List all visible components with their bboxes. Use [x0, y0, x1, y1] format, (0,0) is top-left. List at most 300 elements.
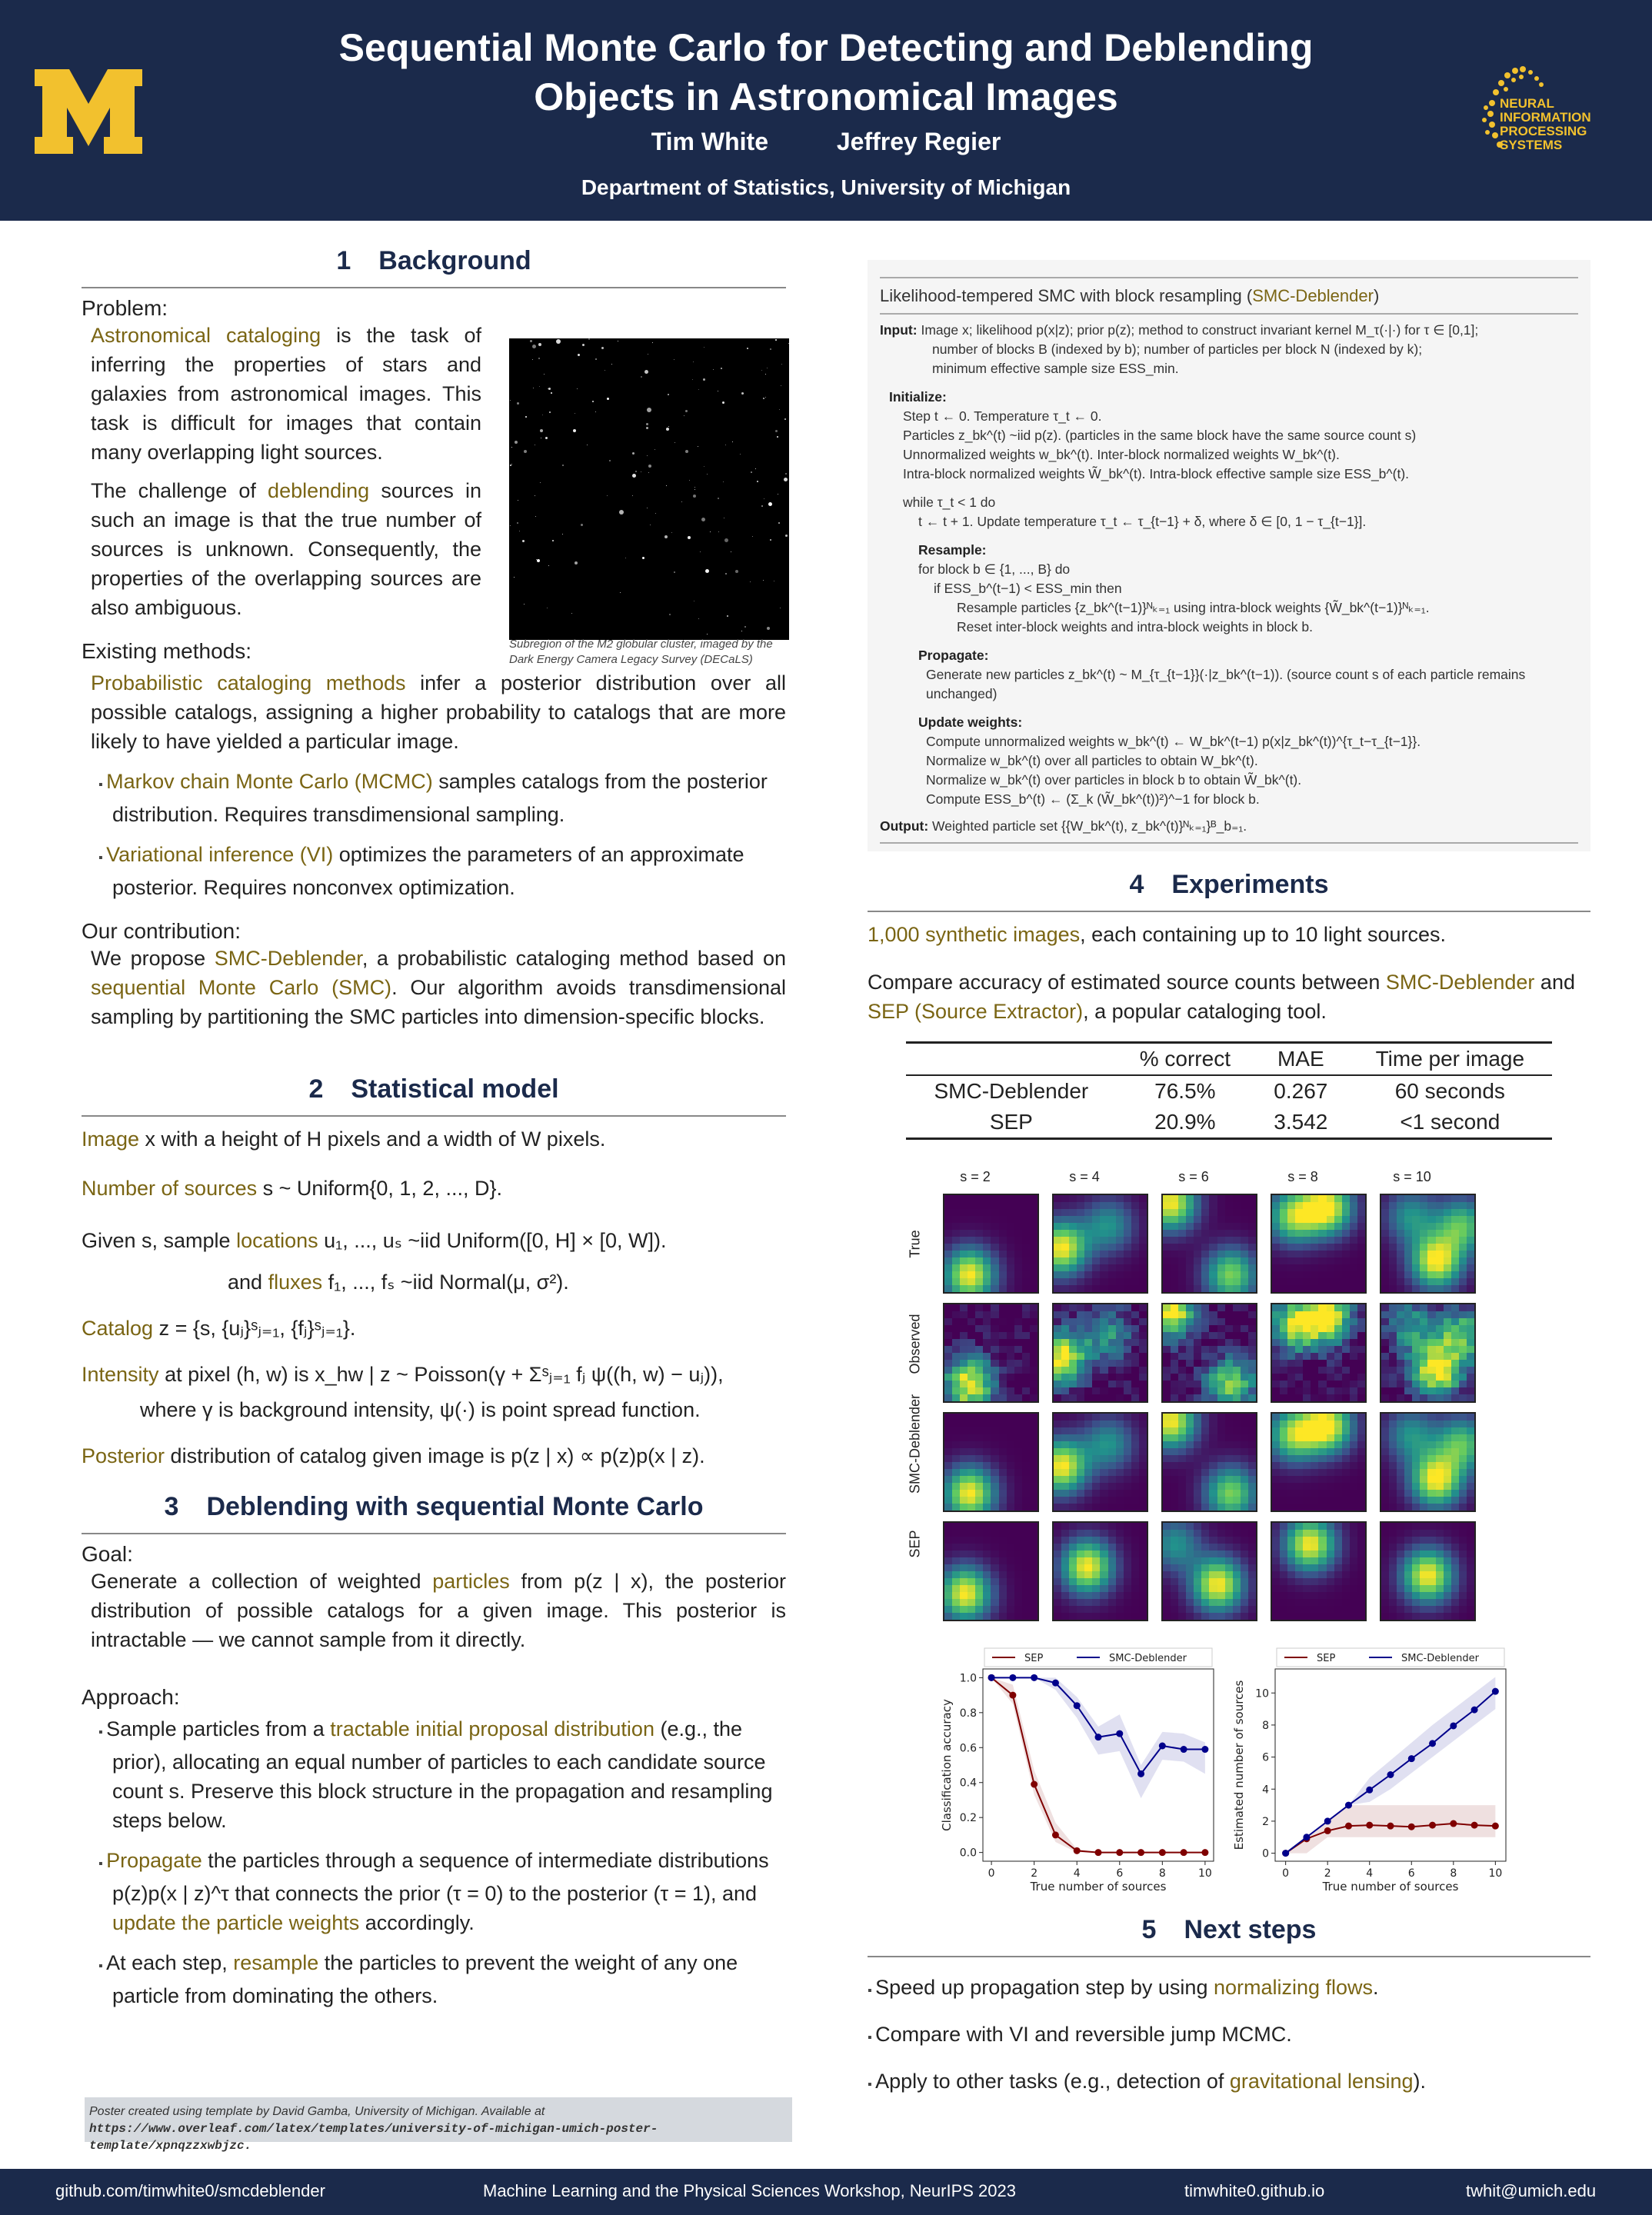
- highlight-term: tractable initial proposal distribution: [330, 1717, 654, 1740]
- star: [588, 338, 590, 340]
- data-point: [1116, 1849, 1123, 1856]
- list-item: [82, 1714, 786, 1835]
- y-tick-label: 4: [1262, 1784, 1269, 1797]
- star: [532, 345, 536, 348]
- star: [646, 427, 648, 429]
- star: [725, 573, 727, 575]
- y-tick-label: 1.0: [959, 1672, 977, 1685]
- star: [669, 614, 671, 615]
- table-cell: SMC-Deblender: [934, 1079, 1089, 1103]
- section-statistical-model: [82, 1074, 786, 1471]
- highlight-term: update the particle weights: [112, 1911, 360, 1934]
- x-tick-label: 0: [1282, 1867, 1290, 1880]
- text: sources in such an image is that the true number of sources is unknown. Consequently, the properties of the overlapping sources are also ambiguous.: [91, 479, 482, 619]
- star: [681, 501, 682, 502]
- y-axis-label: Classification accuracy: [940, 1699, 954, 1831]
- star: [632, 495, 633, 496]
- neurips-logo-line: PROCESSING: [1500, 124, 1587, 138]
- data-point: [1429, 1822, 1436, 1829]
- x-tick-label: 10: [1488, 1867, 1503, 1880]
- algo-label: Initialize:: [889, 389, 947, 405]
- text: Likelihood-tempered SMC with block resampling (: [880, 286, 1253, 305]
- algo-line: Generate new particles z_bk^(t) ~ M_{τ_{t−1}}(·|z_bk^(t−1)). (source count s of each particle remains unchanged): [926, 667, 1526, 701]
- text: the particles to prevent the weight of any one particle from dominating the others.: [112, 1951, 738, 2007]
- star: [652, 342, 653, 343]
- data-point: [1387, 1823, 1394, 1830]
- section-number: 2: [308, 1074, 324, 1104]
- star: [707, 474, 708, 475]
- legend-label: SEP: [1024, 1653, 1044, 1664]
- heatmap-panel: [1161, 1412, 1257, 1512]
- model-line: [82, 1314, 786, 1343]
- star: [668, 426, 669, 427]
- data-point: [1181, 1849, 1187, 1856]
- highlight-term: sequential Monte Carlo (SMC): [91, 976, 392, 999]
- algo-line: Compute ESS_b^(t) ← (Σ_k (W̃_bk^(t))²)^−1 for block b.: [926, 791, 1260, 807]
- highlight-term: resample: [233, 1951, 319, 1974]
- star: [707, 634, 708, 635]
- star: [724, 538, 728, 542]
- star: [770, 348, 771, 350]
- heatmap-col-label: s = 10: [1393, 1169, 1431, 1184]
- text: accordingly.: [359, 1911, 475, 1934]
- text: optimizes the parameters of an approximate posterior. Requires nonconvex optimization.: [112, 843, 744, 899]
- star: [540, 429, 543, 432]
- list-item: [82, 840, 786, 902]
- text: , each containing up to 10 light sources.: [1080, 923, 1446, 946]
- data-point: [1074, 1847, 1081, 1854]
- star: [551, 392, 552, 394]
- text: Generate a collection of weighted: [91, 1570, 433, 1593]
- section-heading: [82, 1492, 786, 1534]
- poster-title: [0, 23, 1652, 122]
- star: [722, 401, 724, 404]
- highlight-term: 1,000 synthetic images: [868, 923, 1081, 946]
- data-point: [1471, 1822, 1478, 1829]
- star: [511, 464, 512, 465]
- heatmap-panel: [943, 1412, 1039, 1512]
- star: [517, 522, 518, 524]
- m2-globular-cluster-image: [509, 338, 789, 640]
- data-point: [1450, 1820, 1457, 1827]
- highlight-term: deblending: [268, 479, 370, 502]
- star: [535, 516, 536, 517]
- algorithm-title: [880, 277, 1578, 315]
- data-point: [1095, 1734, 1102, 1740]
- star: [694, 487, 695, 488]
- y-tick-label: 0: [1262, 1847, 1269, 1860]
- heatmap-panel: [1271, 1303, 1367, 1403]
- section-background: [82, 246, 786, 1031]
- algo-line: Reset inter-block weights and intra-block weights in block b.: [957, 619, 1313, 635]
- algo-line: if ESS_b^(t−1) < ESS_min then: [934, 581, 1122, 596]
- star: [510, 400, 511, 401]
- star: [644, 370, 648, 374]
- star: [765, 374, 766, 375]
- heatmap-col-label: s = 6: [1178, 1169, 1209, 1184]
- section-title: Experiments: [1171, 870, 1329, 899]
- star: [778, 522, 780, 524]
- section-number: 1: [336, 246, 351, 275]
- star: [582, 344, 585, 346]
- legend-label: SEP: [1317, 1653, 1336, 1664]
- star: [511, 447, 512, 448]
- star: [647, 408, 651, 412]
- algo-line: Compute unnormalized weights w_bk^(t) ← W_bk^(t−1) p(x|z_bk^(t))^{τ_t−τ_{t−1}}.: [926, 734, 1421, 749]
- heatmap-panel: [1052, 1412, 1148, 1512]
- highlight-term: Catalog: [82, 1317, 154, 1340]
- star: [666, 485, 667, 486]
- text: ): [1373, 286, 1380, 305]
- section-title: Statistical model: [351, 1074, 559, 1104]
- subheading-existing-methods: Existing methods:: [82, 639, 251, 663]
- y-tick-label: 8: [1262, 1719, 1269, 1732]
- data-point: [1408, 1755, 1415, 1762]
- github-link[interactable]: github.com/timwhite0/smcdeblender: [55, 2181, 325, 2200]
- algo-line: Normalize w_bk^(t) over all particles to obtain W_bk^(t).: [926, 753, 1258, 768]
- x-tick-label: 10: [1197, 1867, 1212, 1880]
- data-point: [1450, 1722, 1457, 1729]
- star: [701, 518, 705, 521]
- y-tick-label: 2: [1262, 1815, 1269, 1828]
- algo-line: minimum effective sample size ESS_min.: [932, 361, 1179, 376]
- star: [647, 455, 648, 456]
- list-item: [82, 767, 786, 829]
- star: [750, 581, 751, 582]
- data-point: [1052, 1680, 1059, 1687]
- table-cell: 60 seconds: [1394, 1079, 1505, 1103]
- text: infer a posterior distribution over all possible catalogs, assigning a higher probability to catalogs that are more likely to have yielded a particular image.: [91, 671, 787, 753]
- text: s ~ Uniform{0, 1, 2, ..., D}.: [257, 1177, 502, 1200]
- heatmap-panel: [1052, 1194, 1148, 1294]
- star: [785, 473, 787, 475]
- heatmap-col-label: s = 2: [960, 1169, 991, 1184]
- star: [632, 474, 636, 478]
- star: [577, 388, 578, 389]
- y-tick-label: 10: [1255, 1687, 1269, 1700]
- line-plots: [868, 1638, 1590, 1900]
- star: [735, 570, 738, 573]
- star: [581, 524, 583, 526]
- data-point: [1366, 1787, 1373, 1794]
- algo-input: [880, 321, 1578, 340]
- data-point: [1492, 1823, 1499, 1830]
- heatmap-panel: [1380, 1412, 1476, 1512]
- star: [668, 394, 669, 395]
- workshop-name: Machine Learning and the Physical Sciences Workshop, NeurIPS 2023: [483, 2181, 1016, 2200]
- section-deblending-smc: [82, 1492, 786, 2010]
- star: [775, 339, 777, 341]
- star: [611, 364, 612, 365]
- highlight-term: SEP (Source Extractor): [868, 1000, 1084, 1023]
- star: [642, 557, 644, 559]
- table-cell: 76.5%: [1154, 1079, 1216, 1103]
- star: [514, 577, 515, 578]
- star: [510, 465, 511, 466]
- list-item: [82, 1948, 786, 2010]
- star: [530, 340, 532, 342]
- highlight-term: locations: [236, 1229, 318, 1252]
- star: [573, 429, 576, 432]
- star: [710, 531, 711, 532]
- star: [664, 535, 668, 538]
- x-axis-label: True number of sources: [1322, 1880, 1459, 1894]
- heatmap-panel: [1380, 1303, 1476, 1403]
- highlight-term: Variational inference (VI): [106, 843, 334, 866]
- author-2: Jeffrey Regier: [836, 128, 1001, 155]
- text: and: [228, 1271, 268, 1294]
- star: [698, 389, 699, 390]
- star: [532, 359, 533, 360]
- star: [721, 368, 722, 369]
- experiments-line-2: [868, 968, 1590, 1026]
- star: [761, 505, 763, 507]
- table-row: [906, 1107, 1552, 1139]
- subheading-problem: Problem:: [82, 296, 168, 320]
- y-tick-label: 0.0: [959, 1847, 977, 1860]
- list-item: [868, 1973, 1590, 2006]
- data-point: [1324, 1817, 1331, 1824]
- neurips-logo-line: SYSTEMS: [1500, 138, 1563, 152]
- data-point: [1303, 1834, 1310, 1840]
- star: [525, 416, 527, 418]
- star: [784, 478, 788, 481]
- data-point: [1052, 1831, 1059, 1838]
- heatmap-panel: [943, 1521, 1039, 1621]
- text: is the task of inferring the properties of stars and galaxies from astronomical images. This task is difficult for images that contain many overlapping light sources.: [91, 324, 481, 464]
- y-tick-label: 0.4: [959, 1777, 977, 1790]
- star: [727, 615, 728, 617]
- algo-line: Intra-block normalized weights W̃_bk^(t). Intra-block effective sample size ESS_b^(t).: [903, 466, 1410, 481]
- algo-label: Update weights:: [918, 714, 1023, 730]
- section-number: 4: [1129, 870, 1144, 899]
- data-point: [988, 1674, 995, 1681]
- star: [524, 450, 527, 453]
- star: [784, 418, 786, 420]
- star: [693, 495, 696, 498]
- star: [655, 513, 656, 514]
- star: [781, 364, 782, 365]
- table-header: MAE: [1277, 1047, 1324, 1071]
- star: [765, 397, 766, 398]
- heatmap-panel: [943, 1194, 1039, 1294]
- text: and: [1534, 971, 1575, 994]
- experiments-line-1: [868, 920, 1590, 949]
- algorithm-box: [868, 260, 1590, 851]
- model-line: [82, 1267, 786, 1297]
- subheading-approach: Approach:: [82, 1685, 180, 1709]
- algo-label: Input:: [880, 322, 918, 338]
- y-tick-label: 0.2: [959, 1812, 977, 1825]
- model-line: [82, 1441, 786, 1471]
- highlight-term: SMC-Deblender: [1385, 971, 1535, 994]
- star: [785, 535, 788, 537]
- text: At each step,: [106, 1951, 234, 1974]
- star: [703, 378, 705, 381]
- series-line: [991, 1677, 1205, 1852]
- algo-label: Output:: [880, 818, 929, 834]
- star: [688, 536, 691, 539]
- star: [549, 411, 551, 413]
- table-row: [906, 1075, 1552, 1107]
- star: [544, 374, 545, 375]
- section-next-steps: [868, 1915, 1590, 2100]
- affiliation: Department of Statistics, University of Michigan: [581, 175, 1071, 199]
- algo-line: t ← t + 1. Update temperature τ_t ← τ_{t−1} + δ, where δ ∈ [0, 1 − τ_{t−1}].: [918, 514, 1367, 529]
- data-point: [1429, 1740, 1436, 1747]
- heatmap-row-label: True: [907, 1230, 923, 1258]
- star: [671, 532, 672, 533]
- data-point: [1009, 1692, 1016, 1699]
- heatmap-panel: [1380, 1194, 1476, 1294]
- text: Compare with VI and reversible jump MCMC.: [875, 2023, 1292, 2046]
- x-tick-label: 2: [1031, 1867, 1038, 1880]
- highlight-term: gravitational lensing: [1229, 2070, 1414, 2093]
- star: [700, 551, 701, 552]
- star: [540, 482, 541, 483]
- heatmap-col-label: s = 8: [1287, 1169, 1318, 1184]
- email-link[interactable]: twhit@umich.edu: [1466, 2181, 1597, 2200]
- star: [607, 398, 609, 400]
- problem-paragraph-1: [82, 321, 481, 467]
- star: [685, 450, 688, 453]
- star: [510, 525, 511, 526]
- text: from p(z | x), the posterior distribution of possible catalogs for a given image. This posterior is intractable — we cannot sample from it directly.: [91, 1570, 786, 1651]
- star: [537, 559, 540, 562]
- highlight-term: particles: [432, 1570, 510, 1593]
- title-line-2: Objects in Astronomical Images: [534, 75, 1118, 118]
- highlight-term: Posterior: [82, 1444, 165, 1467]
- section-title: Deblending with sequential Monte Carlo: [206, 1492, 704, 1521]
- table-header: Time per image: [1375, 1047, 1525, 1071]
- data-point: [1492, 1688, 1499, 1695]
- algo-line: Unnormalized weights w_bk^(t). Inter-block normalized weights W_bk^(t).: [903, 447, 1340, 462]
- model-line: [82, 1174, 786, 1203]
- section-heading: [82, 246, 786, 288]
- star: [788, 343, 789, 344]
- algo-line: while τ_t < 1 do: [903, 495, 996, 510]
- highlight-term: Propagate: [106, 1849, 202, 1872]
- star: [548, 565, 549, 566]
- website-link[interactable]: timwhite0.github.io: [1184, 2181, 1325, 2200]
- algo-line: Weighted particle set {{W_bk^(t), z_bk^(t)}ᴺₖ₌₁}ᴮ_b₌₁.: [932, 818, 1247, 834]
- star: [595, 358, 597, 360]
- star: [761, 370, 762, 371]
- text: the particles through a sequence of intermediate distributions p(z)p(x | z)^τ that connects the prior (τ = 0) to the posterior (τ = 1), and: [112, 1849, 769, 1905]
- star: [692, 379, 693, 380]
- data-point: [1201, 1849, 1208, 1856]
- highlight-term: SMC-Deblender: [214, 947, 362, 970]
- table-cell: 3.542: [1274, 1110, 1328, 1134]
- heatmap-row-label: Observed: [907, 1314, 923, 1374]
- poster-header: [0, 0, 1652, 221]
- star: [689, 480, 690, 481]
- star: [538, 358, 540, 359]
- y-tick-label: 0.8: [959, 1707, 977, 1720]
- star: [698, 618, 699, 619]
- heatmap-grid: [868, 1163, 1590, 1632]
- y-axis-label: Estimated number of sources: [1232, 1680, 1246, 1850]
- text: x with a height of H pixels and a width of W pixels.: [139, 1127, 606, 1151]
- star: [641, 376, 642, 378]
- template-link[interactable]: https://www.overleaf.com/latex/templates/university-of-michigan-umich-poster-template/xpnqzzxwbjzc.: [89, 2122, 658, 2153]
- text: .: [1373, 1976, 1379, 1999]
- x-tick-label: 8: [1450, 1867, 1457, 1880]
- text: Compare accuracy of estimated source counts between: [868, 971, 1386, 994]
- star: [654, 449, 655, 450]
- star: [545, 437, 548, 439]
- star: [524, 604, 525, 605]
- text: , a popular cataloging tool.: [1083, 1000, 1327, 1023]
- x-tick-label: 6: [1116, 1867, 1124, 1880]
- heatmap-panel: [1271, 1194, 1367, 1294]
- star: [732, 441, 733, 442]
- text: (e.g., the prior), allocating an equal number of particles to each candidate source count s. Preserve this block structure in the propagation and resampling steps below.: [112, 1717, 773, 1832]
- y-tick-label: 6: [1262, 1751, 1269, 1764]
- text: The challenge of: [91, 479, 268, 502]
- data-point: [1282, 1850, 1289, 1857]
- star: [609, 460, 611, 461]
- data-point: [1345, 1802, 1352, 1809]
- star: [740, 454, 741, 455]
- template-credit: [85, 2097, 792, 2153]
- star: [635, 471, 637, 472]
- section-number: 3: [164, 1492, 179, 1521]
- left-column: [82, 246, 786, 2010]
- star: [779, 409, 780, 410]
- data-point: [1009, 1674, 1016, 1681]
- star: [515, 441, 518, 444]
- text: , a probabilistic cataloging method based on: [361, 947, 787, 970]
- x-tick-label: 4: [1366, 1867, 1374, 1880]
- star: [752, 536, 753, 537]
- star: [694, 489, 695, 490]
- section-heading: [868, 870, 1590, 912]
- legend-label: SMC-Deblender: [1401, 1653, 1479, 1664]
- algo-line: Step t ← 0. Temperature τ_t ← 0.: [903, 408, 1102, 424]
- table-header: % correct: [1139, 1047, 1231, 1071]
- star: [757, 481, 758, 482]
- section-experiments: [868, 870, 1590, 1900]
- star: [755, 468, 756, 469]
- star: [539, 386, 540, 387]
- text: . Our algorithm avoids transdimensional sampling by partitioning the SMC particles into dimension-specific blocks.: [91, 976, 786, 1028]
- star: [595, 411, 596, 412]
- star: [571, 613, 572, 614]
- data-point: [1345, 1823, 1352, 1830]
- data-point: [1181, 1746, 1187, 1753]
- highlight-term: Markov chain Monte Carlo (MCMC): [106, 770, 433, 793]
- x-tick-label: 6: [1407, 1867, 1415, 1880]
- neurips-logo-line: NEURAL: [1500, 96, 1554, 111]
- star: [775, 430, 778, 432]
- estimated-count-chart: [1229, 1638, 1521, 1900]
- star: [556, 339, 561, 344]
- neurips-logo: [1469, 62, 1623, 162]
- star: [718, 531, 719, 532]
- star: [578, 354, 580, 356]
- data-point: [1324, 1827, 1331, 1834]
- text: Poster created using template by David Gamba, University of Michigan. Available at: [89, 2105, 545, 2118]
- highlight-term: Probabilistic cataloging methods: [91, 671, 406, 694]
- table-cell: SEP: [989, 1110, 1033, 1134]
- text: Sample particles from a: [106, 1717, 331, 1740]
- accuracy-chart: [937, 1638, 1229, 1900]
- text: distribution of catalog given image is p(z | x) ∝ p(z)p(x | z).: [165, 1444, 705, 1467]
- star: [767, 627, 770, 630]
- heatmap-panel: [1161, 1303, 1257, 1403]
- data-point: [1031, 1781, 1037, 1788]
